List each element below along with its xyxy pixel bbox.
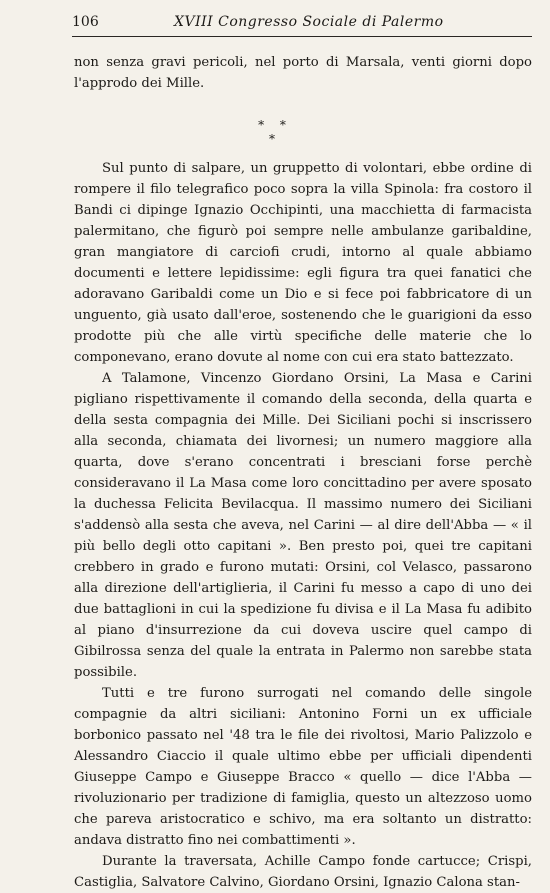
section-separator: * * * [258, 118, 292, 146]
paragraph: Durante la traversata, Achille Campo fonde cartucce; Crispi, Castiglia, Salvatore Calvino, Giordano Orsini, Ignazio Calona stan- [74, 854, 532, 890]
header-rule [72, 36, 532, 37]
paragraph: A Talamone, Vincenzo Giordano Orsini, La Masa e Carini pigliano rispettivamente il comando della seconda, della quarta e della sesta compagnia dei Mille. Dei Siciliani pochi si inscrissero alla seconda, chiamata dei livornesi; un numero maggiore alla quarta, dove s'erano concentrati i bresciani forse perchè consideravano il La Masa come loro concittadino per avere sposato la duchessa Felicita Bevilacqua. Il massimo numero dei Siciliani s'addensò alla sesta che aveva, nel Carini — al dire dell'Abba — « il più bello degli otto capitani ». Ben presto poi, quei tre capitani crebbero in grado e furono mutati: Orsini, col Velasco, passarono alla direzione dell'artiglieria, il Carini fu messo a capo di uno dei due battaglioni in cui la spedizione fu divisa e il La Masa fu adibito al piano d'insurrezione da cui doveva uscire quel campo di Gibilrossa senza del quale la entrata in Palermo non sarebbe stata possibile. [74, 371, 532, 680]
body-text [74, 158, 532, 893]
running-title: XVIII Congresso Sociale di Palermo [174, 14, 444, 30]
paragraph: Tutti e tre furono surrogati nel comando delle singole compagnie da altri siciliani: Antonino Forni un ex ufficiale borbonico passato nel '48 tra le file dei rivoltosi, Mario Palizzolo e Alessandro Ciaccio il quale ultimo ebbe per ufficiali dipendenti Giuseppe Campo e Giuseppe Bracco « quello — dice l'Abba — rivoluzionario per tradizione di famiglia, questo un altezzoso uomo che pareva aristocratico e schivo, ma era soltanto un distratto: andava distratto fino nei combattimenti ». [74, 686, 532, 848]
running-header [72, 12, 532, 32]
intro-paragraph: non senza gravi pericoli, nel porto di Marsala, venti giorni dopo l'approdo dei Mille. [74, 55, 532, 91]
paragraph: Sul punto di salpare, un gruppetto di volontari, ebbe ordine di rompere il filo telegrafico poco sopra la villa Spinola: fra costoro il Bandi ci dipinge Ignazio Occhipinti, una macchietta di farmacista palermitano, che figurò poi sempre nelle ambulanze garibaldine, gran mangiatore di carciofi crudi, intorno al quale abbiamo documenti e lettere lepidissime: egli figura tra quei fanatici che adoravano Garibaldi come un Dio e si fece poi fabbricatore di un unguento, già usato dall'eroe, sostenendo che le guarigioni da esso prodotte più che alle virtù specifiche delle materie che lo componevano, erano dovute al nome con cui era stato battezzato. [74, 161, 532, 365]
page-number: 106 [72, 14, 99, 30]
intro-text [74, 52, 532, 94]
